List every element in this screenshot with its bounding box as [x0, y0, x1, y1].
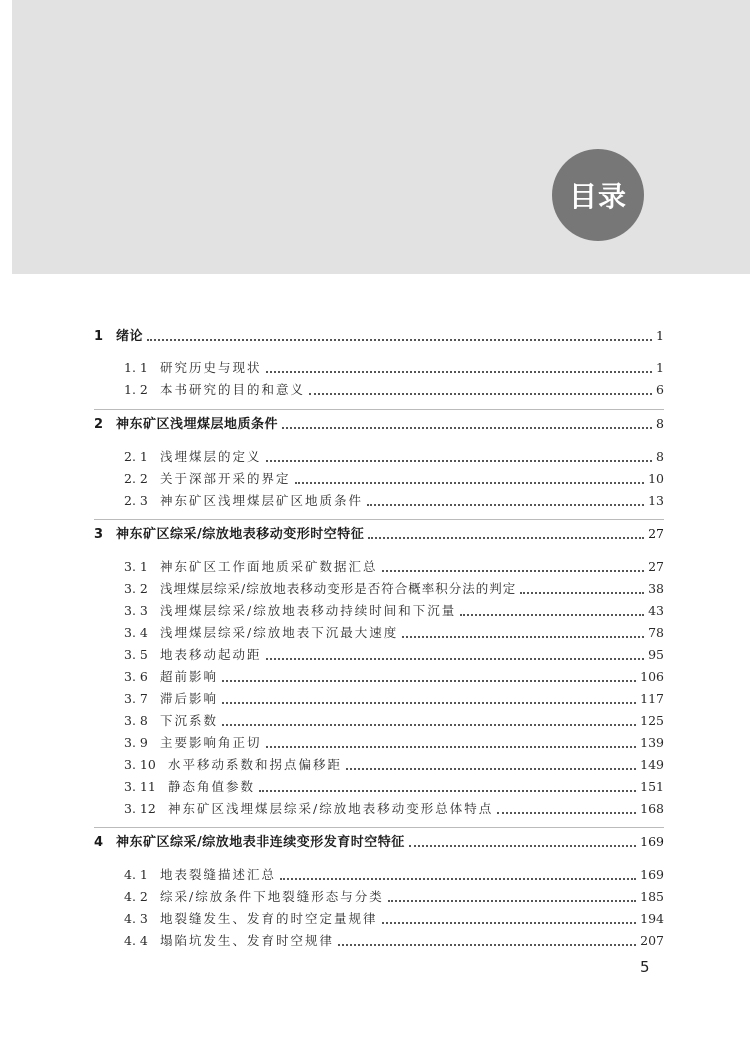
chapter-divider — [94, 519, 664, 520]
section-title: 地裂缝发生、发育的时空定量规律 — [160, 911, 378, 926]
toc-section-1-2[interactable] — [124, 379, 664, 401]
section-page: 185 — [640, 889, 664, 904]
chapter-page: 1 — [656, 328, 664, 343]
section-number: 2. 2 — [124, 471, 148, 486]
leader-dots — [338, 943, 636, 946]
leader-dots — [520, 591, 644, 594]
toc-section-3-5[interactable] — [124, 644, 664, 666]
section-page: 106 — [640, 669, 664, 684]
toc-section-4-3[interactable] — [124, 908, 664, 930]
section-title: 本书研究的目的和意义 — [160, 382, 306, 397]
leader-dots — [266, 745, 637, 748]
leader-dots — [388, 899, 636, 902]
leader-dots — [222, 701, 636, 704]
leader-dots — [346, 767, 636, 770]
section-title: 超前影响 — [160, 669, 219, 684]
toc-section-2-2[interactable] — [124, 468, 664, 490]
section-title: 地表移动起动距 — [160, 647, 262, 662]
section-title: 浅埋煤层的定义 — [160, 449, 262, 464]
header-band — [12, 0, 750, 274]
toc-section-1-1[interactable] — [124, 357, 664, 379]
section-page: 13 — [648, 493, 664, 508]
section-number: 1. 1 — [124, 360, 148, 375]
section-number: 3. 4 — [124, 625, 148, 640]
leader-dots — [222, 679, 636, 682]
section-number: 3. 3 — [124, 603, 148, 618]
section-number: 4. 2 — [124, 889, 148, 904]
chapter-title: 神东矿区浅埋煤层地质条件 — [116, 417, 279, 432]
section-title: 塌陷坑发生、发育时空规律 — [160, 933, 335, 948]
section-page: 151 — [640, 779, 664, 794]
section-page: 78 — [648, 625, 664, 640]
toc-section-4-2[interactable] — [124, 886, 664, 908]
chapter-number: 3 — [94, 527, 104, 542]
toc-title: 目录 — [568, 180, 627, 213]
section-title: 神东矿区浅埋煤层综采/综放地表移动变形总体特点 — [168, 801, 494, 816]
leader-dots — [309, 392, 652, 395]
toc-section-3-9[interactable] — [124, 732, 664, 754]
chapter-page: 27 — [648, 526, 664, 541]
section-title: 水平移动系数和拐点偏移距 — [168, 757, 343, 772]
section-page: 95 — [648, 647, 664, 662]
section-page: 149 — [640, 757, 664, 772]
leader-dots — [460, 613, 644, 616]
section-number: 2. 3 — [124, 493, 148, 508]
leader-dots — [259, 789, 636, 792]
section-page: 27 — [648, 559, 664, 574]
section-title: 浅埋煤层综采/综放地表移动持续时间和下沉量 — [160, 603, 457, 618]
toc-section-4-1[interactable] — [124, 864, 664, 886]
toc-section-3-11[interactable] — [124, 776, 664, 798]
section-page: 168 — [640, 801, 664, 816]
chapter-page: 8 — [656, 416, 664, 431]
section-title: 神东矿区浅埋煤层矿区地质条件 — [160, 493, 364, 508]
toc-chapter-2[interactable] — [94, 413, 664, 435]
toc-section-3-3[interactable] — [124, 600, 664, 622]
toc-section-3-8[interactable] — [124, 710, 664, 732]
leader-dots — [402, 635, 644, 638]
toc-section-4-4[interactable] — [124, 930, 664, 952]
section-number: 4. 3 — [124, 911, 148, 926]
section-title: 研究历史与现状 — [160, 360, 262, 375]
section-title: 静态角值参数 — [168, 779, 256, 794]
leader-dots — [280, 877, 636, 880]
leader-dots — [266, 370, 652, 373]
section-title: 地表裂缝描述汇总 — [160, 867, 277, 882]
section-title: 主要影响角正切 — [160, 735, 262, 750]
section-title: 滞后影响 — [160, 691, 219, 706]
toc-chapter-1[interactable] — [94, 325, 664, 347]
leader-dots — [497, 811, 636, 814]
section-title: 综采/综放条件下地裂缝形态与分类 — [160, 889, 384, 904]
toc-section-3-12[interactable] — [124, 798, 664, 820]
section-number: 1. 2 — [124, 382, 148, 397]
section-number: 4. 4 — [124, 933, 148, 948]
section-page: 43 — [648, 603, 664, 618]
section-number: 3. 10 — [124, 757, 156, 772]
chapter-page: 169 — [640, 834, 664, 849]
leader-dots — [266, 459, 652, 462]
section-number: 3. 12 — [124, 801, 156, 816]
toc-title-badge — [552, 149, 644, 241]
section-page: 38 — [648, 581, 664, 596]
section-page: 194 — [640, 911, 664, 926]
toc-section-3-1[interactable] — [124, 556, 664, 578]
section-title: 神东矿区工作面地质采矿数据汇总 — [160, 559, 378, 574]
chapter-number: 4 — [94, 835, 104, 850]
section-page: 10 — [648, 471, 664, 486]
section-page: 1 — [656, 360, 664, 375]
section-number: 3. 8 — [124, 713, 148, 728]
leader-dots — [382, 569, 645, 572]
chapter-divider — [94, 409, 664, 410]
toc-section-2-1[interactable] — [124, 446, 664, 468]
toc-section-3-10[interactable] — [124, 754, 664, 776]
toc-section-3-2[interactable] — [124, 578, 664, 600]
chapter-title: 绪论 — [116, 329, 144, 344]
section-page: 207 — [640, 933, 664, 948]
section-page: 6 — [656, 382, 664, 397]
chapter-divider — [94, 827, 664, 828]
section-number: 2. 1 — [124, 449, 148, 464]
section-title: 关于深部开采的界定 — [160, 471, 291, 486]
leader-dots — [222, 723, 636, 726]
leader-dots — [382, 921, 637, 924]
leader-dots — [409, 844, 636, 847]
toc-section-3-4[interactable] — [124, 622, 664, 644]
leader-dots — [266, 657, 645, 660]
section-number: 3. 6 — [124, 669, 148, 684]
section-number: 3. 1 — [124, 559, 148, 574]
page-number: 5 — [640, 958, 650, 976]
toc-chapter-4[interactable] — [94, 831, 664, 853]
toc-section-3-6[interactable] — [124, 666, 664, 688]
section-number: 3. 9 — [124, 735, 148, 750]
toc-chapter-3[interactable] — [94, 523, 664, 545]
leader-dots — [147, 338, 652, 341]
section-number: 3. 7 — [124, 691, 148, 706]
section-number: 4. 1 — [124, 867, 148, 882]
section-page: 139 — [640, 735, 664, 750]
chapter-number: 1 — [94, 329, 104, 344]
leader-dots — [295, 481, 645, 484]
section-title: 浅埋煤层综采/综放地表移动变形是否符合概率积分法的判定 — [160, 581, 517, 596]
section-page: 8 — [656, 449, 664, 464]
leader-dots — [367, 503, 644, 506]
chapter-number: 2 — [94, 417, 104, 432]
leader-dots — [368, 536, 644, 539]
section-page: 169 — [640, 867, 664, 882]
toc-section-2-3[interactable] — [124, 490, 664, 512]
chapter-title: 神东矿区综采/综放地表非连续变形发育时空特征 — [116, 835, 405, 850]
section-number: 3. 2 — [124, 581, 148, 596]
leader-dots — [282, 426, 652, 429]
section-title: 浅埋煤层综采/综放地表下沉最大速度 — [160, 625, 399, 640]
toc-section-3-7[interactable] — [124, 688, 664, 710]
chapter-title: 神东矿区综采/综放地表移动变形时空特征 — [116, 527, 365, 542]
section-number: 3. 11 — [124, 779, 156, 794]
section-page: 125 — [640, 713, 664, 728]
section-number: 3. 5 — [124, 647, 148, 662]
section-title: 下沉系数 — [160, 713, 219, 728]
section-page: 117 — [640, 691, 664, 706]
